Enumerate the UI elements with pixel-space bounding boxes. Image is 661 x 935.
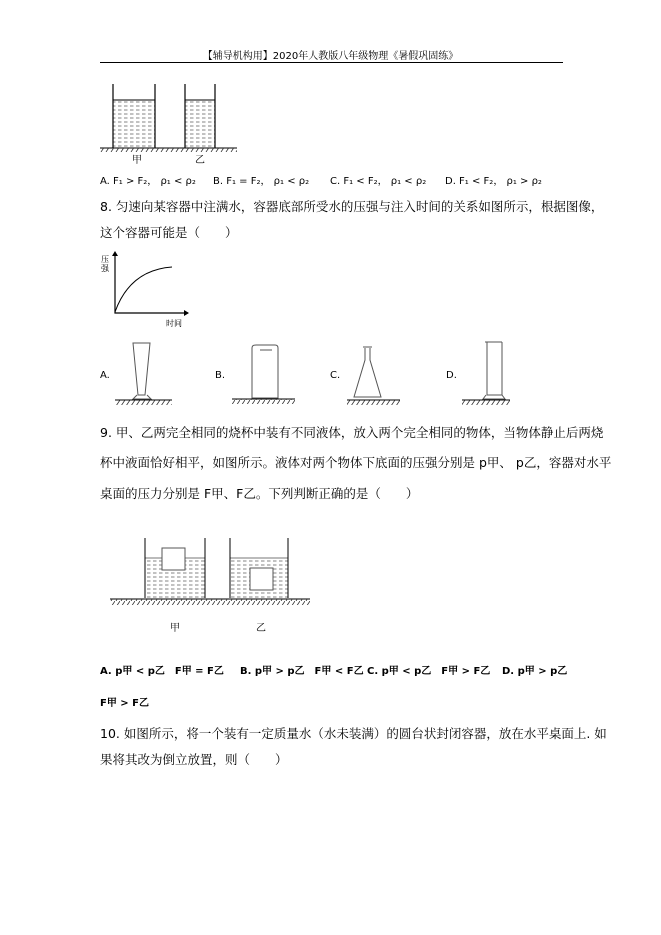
- q9-beaker-figure: [105, 535, 315, 610]
- q9-option-d: D. p甲 > p乙: [502, 666, 568, 677]
- q9-option-c: C. p甲 < p乙 F甲 > F乙: [367, 666, 491, 677]
- q8-line1: 8. 匀速向某容器中注满水，容器底部所受水的压强与注入时间的关系如图所示，根据图像，: [100, 199, 604, 214]
- q8-option-d: D.: [446, 370, 457, 381]
- page-header: 【辅导机构用】2020年人教版八年级物理《暑假巩固练》: [202, 51, 459, 62]
- q10-line2: 果将其改为倒立放置，则（ ）: [100, 752, 288, 767]
- q9-option-a: A. p甲 < p乙 F甲 = F乙: [100, 666, 224, 677]
- q7-label-yi: 乙: [195, 155, 205, 166]
- header-rule: [100, 62, 563, 63]
- q9-line3: 桌面的压力分别是 F甲、F乙。下列判断正确的是（ ）: [100, 486, 419, 501]
- q9-line1: 9. 甲、乙两完全相同的烧杯中装有不同液体，放入两个完全相同的物体，当物体静止后两烧: [100, 425, 604, 440]
- graph-ylabel: 压强: [101, 255, 109, 273]
- q8-line2: 这个容器可能是（ ）: [100, 225, 238, 240]
- q9-label-yi: 乙: [256, 623, 266, 634]
- q8-option-c: C.: [330, 370, 341, 381]
- q7-label-jia: 甲: [132, 155, 142, 166]
- q9-option-d-cont: F甲 > F乙: [100, 698, 150, 709]
- q7-option-a: A. F₁ > F₂， ρ₁ < ρ₂: [100, 176, 196, 187]
- q9-option-b: B. p甲 > p乙 F甲 < F乙: [240, 666, 364, 677]
- q10-line1: 10. 如图所示，将一个装有一定质量水（水未装满）的圆台状封闭容器，放在水平桌面上. 如: [100, 726, 607, 741]
- q8-container-figures: [110, 340, 510, 410]
- q7-figure: [100, 80, 250, 170]
- q8-pressure-time-graph: [100, 250, 195, 320]
- q9-label-jia: 甲: [170, 623, 180, 634]
- q7-option-c: C. F₁ < F₂， ρ₁ < ρ₂: [330, 176, 427, 187]
- q7-option-d: D. F₁ < F₂， ρ₁ > ρ₂: [445, 176, 542, 187]
- q7-option-b: B. F₁ = F₂， ρ₁ < ρ₂: [213, 176, 310, 187]
- q8-option-b: B.: [215, 370, 226, 381]
- graph-xlabel: 时间: [166, 319, 182, 328]
- q8-option-a: A.: [100, 370, 110, 381]
- q9-line2: 杯中液面恰好相平，如图所示。液体对两个物体下底面的压强分别是 p甲、 p乙，容器对水平: [100, 455, 612, 470]
